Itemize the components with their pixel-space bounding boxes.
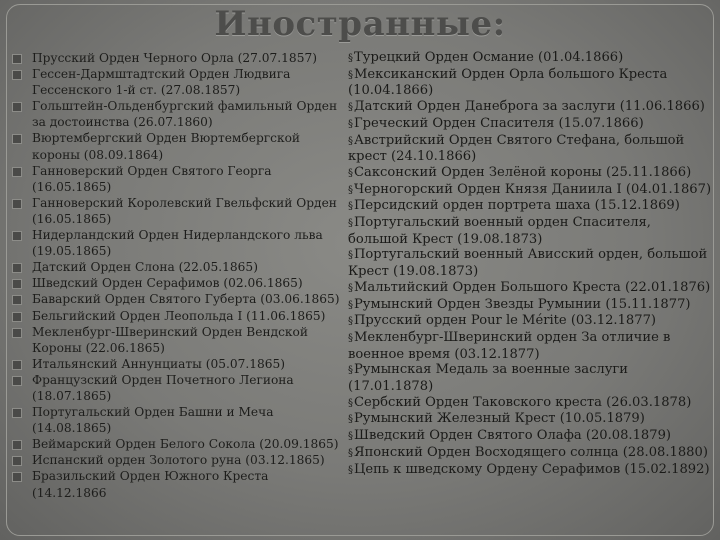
left-list-item <box>12 130 342 162</box>
right-list-item <box>348 116 712 133</box>
right-list-item <box>348 133 712 165</box>
right-list-item <box>348 362 712 394</box>
left-list-item-text: Французский Орден Почетного Легиона (18.07.1865) <box>32 372 294 403</box>
right-list-item <box>348 215 712 247</box>
left-list-item <box>12 452 342 468</box>
left-list-item <box>12 308 342 324</box>
right-list-item-text: Греческий Орден Спасителя (15.07.1866) <box>354 115 644 131</box>
section-bullet-icon: § <box>348 447 353 459</box>
left-list-item-text: Вюртембергский Орден Вюртембергской короны (08.09.1864) <box>32 131 301 162</box>
left-list-item <box>12 195 342 227</box>
section-bullet-icon: § <box>348 184 353 196</box>
left-list-item-text: Ганноверский Королевский Гвельфский Орден (16.05.1865) <box>32 195 337 226</box>
right-list-item-text: Черногорский Орден Князя Даниила I (04.01.1867) <box>354 181 712 197</box>
section-bullet-icon: § <box>348 332 353 344</box>
section-bullet-icon: § <box>348 118 353 130</box>
section-bullet-icon: § <box>348 365 353 377</box>
right-list-item-text: Румынская Медаль за военные заслуги (17.01.1878) <box>348 362 629 395</box>
right-list-item-text: Сербский Орден Таковского креста (26.03.1878) <box>354 394 692 410</box>
left-list-item <box>12 66 342 98</box>
left-list-item <box>12 291 342 307</box>
left-list-item <box>12 468 342 500</box>
left-list-item-text: Португальский Орден Башни и Меча (14.08.1865) <box>32 405 274 436</box>
square-bullet-icon <box>12 263 22 273</box>
right-list-item-text: Мекленбург-Шверинский орден За отличие в военное время (03.12.1877) <box>348 329 671 362</box>
left-list-item <box>12 98 342 130</box>
section-bullet-icon: § <box>348 53 353 64</box>
left-list-item-text: Датский Орден Слона (22.05.1865) <box>32 260 258 275</box>
section-bullet-icon: § <box>348 69 353 81</box>
right-list-item-text: Шведский Орден Святого Олафа (20.08.1879) <box>354 428 672 444</box>
slide-title: Иностранные: <box>214 4 506 44</box>
section-bullet-icon: § <box>348 167 353 179</box>
left-list-item-text: Гессен-Дармштадтский Орден Людвига Гессенского 1-й ст. (27.08.1857) <box>32 67 291 98</box>
left-list-item <box>12 356 342 372</box>
left-list-item <box>12 324 342 356</box>
right-list-item-text: Саксонский Орден Зелёной короны (25.11.1866) <box>354 164 692 180</box>
right-list-item <box>348 395 712 412</box>
section-bullet-icon: § <box>348 250 353 262</box>
right-list-item-text: Португальский военный Ависский орден, большой Крест (19.08.1873) <box>348 247 708 280</box>
square-bullet-icon <box>12 456 22 466</box>
square-bullet-icon <box>12 167 22 177</box>
right-list-item-text: Румынский Орден Звезды Румынии (15.11.1877) <box>354 296 691 312</box>
right-list-item <box>348 445 712 462</box>
right-list-item <box>348 67 712 99</box>
left-list-item-text: Ганноверский Орден Святого Георга (16.05.1865) <box>32 163 272 194</box>
left-list-item <box>12 163 342 195</box>
right-list-item <box>348 297 712 314</box>
section-bullet-icon: § <box>348 299 353 311</box>
square-bullet-icon <box>12 279 22 289</box>
right-list-item <box>348 428 712 445</box>
left-list-item-text: Баварский Орден Святого Губерта (03.06.1865) <box>32 292 340 307</box>
right-list-item-text: Японский Орден Восходящего солнца (28.08.1880) <box>354 444 708 460</box>
left-list-item-text: Бельгийский Орден Леопольда I (11.06.1865) <box>32 308 326 323</box>
right-list-item <box>348 280 712 297</box>
square-bullet-icon <box>12 328 22 338</box>
right-list-item-text: Румынский Железный Крест (10.05.1879) <box>354 411 645 427</box>
section-bullet-icon: § <box>348 135 353 147</box>
section-bullet-icon: § <box>348 102 353 114</box>
left-list-item-text: Веймарский Орден Белого Сокола (20.09.1865) <box>32 437 339 452</box>
square-bullet-icon <box>12 134 22 144</box>
section-bullet-icon: § <box>348 431 353 443</box>
right-list-item <box>348 99 712 116</box>
square-bullet-icon <box>12 70 22 80</box>
left-list-item <box>12 227 342 259</box>
section-bullet-icon: § <box>348 282 353 294</box>
right-list-item <box>348 198 712 215</box>
square-bullet-icon <box>12 408 22 418</box>
square-bullet-icon <box>12 376 22 386</box>
right-list-item-text: Мальтийский Орден Большого Креста (22.01.1876) <box>354 279 711 295</box>
square-bullet-icon <box>12 295 22 305</box>
right-list-item-text: Португальский военный орден Спасителя, большой Крест (19.08.1873) <box>348 215 651 247</box>
section-bullet-icon: § <box>348 464 353 476</box>
right-list-item-text: Персидский орден портрета шаха (15.12.1869) <box>354 198 680 214</box>
square-bullet-icon <box>12 440 22 450</box>
right-list-item-text: Датский Орден Данеброга за заслуги (11.06.1866) <box>354 99 705 115</box>
section-bullet-icon: § <box>348 218 353 230</box>
right-list-item <box>348 462 712 479</box>
square-bullet-icon <box>12 231 22 241</box>
left-list-item-text: Мекленбург-Шверинский Орден Вендской Короны (22.06.1865) <box>32 324 308 355</box>
left-list-item-text: Итальянский Аннунциаты (05.07.1865) <box>32 356 285 371</box>
right-order-list <box>348 50 712 478</box>
left-list-item <box>12 436 342 452</box>
left-list-item <box>12 259 342 275</box>
right-list-item <box>348 182 712 199</box>
right-list-item <box>348 50 712 67</box>
left-list-item-text: Нидерландский Орден Нидерландского льва (19.05.1865) <box>32 228 323 259</box>
left-order-list <box>12 50 342 501</box>
right-list-item <box>348 165 712 182</box>
left-list-item-text: Бразильский Орден Южного Креста (14.12.1866 <box>32 469 269 500</box>
right-list-item-text: Мексиканский Орден Орла большого Креста (10.04.1866) <box>348 66 668 99</box>
square-bullet-icon <box>12 199 22 209</box>
left-list-item <box>12 275 342 291</box>
square-bullet-icon <box>12 472 22 482</box>
section-bullet-icon: § <box>348 316 353 328</box>
square-bullet-icon <box>12 54 22 64</box>
right-list-item-text: Прусский орден Pour le Mérite (03.12.1877) <box>354 313 657 329</box>
right-list-item-text: Турецкий Орден Османие (01.04.1866) <box>354 50 624 65</box>
square-bullet-icon <box>12 102 22 112</box>
right-list-item <box>348 247 712 279</box>
right-list-item <box>348 330 712 362</box>
section-bullet-icon: § <box>348 397 353 409</box>
left-list-item-text: Шведский Орден Серафимов (02.06.1865) <box>32 276 303 291</box>
left-list-item <box>12 404 342 436</box>
left-list-item <box>12 372 342 404</box>
square-bullet-icon <box>12 312 22 322</box>
right-list-item <box>348 313 712 330</box>
section-bullet-icon: § <box>348 414 353 426</box>
right-list-item <box>348 411 712 428</box>
left-list-item-text: Прусский Орден Черного Орла (27.07.1857) <box>32 51 317 65</box>
left-list-item <box>12 50 342 66</box>
right-list-item-text: Цепь к шведскому Ордену Серафимов (15.02.1892) <box>354 461 710 477</box>
section-bullet-icon: § <box>348 201 353 213</box>
left-list-item-text: Испанский орден Золотого руна (03.12.1865) <box>32 453 325 468</box>
square-bullet-icon <box>12 360 22 370</box>
right-list-item-text: Австрийский Орден Святого Стефана, большой крест (24.10.1866) <box>348 132 685 165</box>
left-list-item-text: Гольштейн-Ольденбургский фамильный Орден за достоинства (26.07.1860) <box>32 99 338 130</box>
